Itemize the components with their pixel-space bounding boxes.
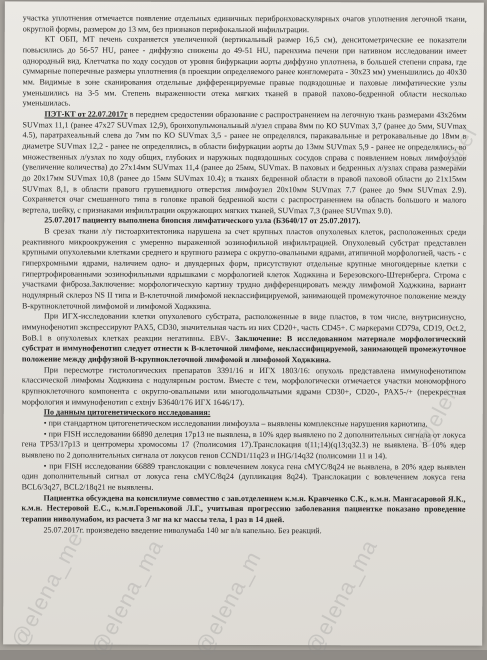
cytogenetics-heading: По данным цитогенетического исследования: [43, 407, 211, 418]
watermark-text: @elena_m [190, 546, 266, 660]
paragraph-pet-ct [22, 109, 466, 217]
ihc-conclusion: Заключение: В исследованном материале морфологический субстрат и иммунофенотип следует отнести к В-клеточной лимфоме, неклассифицируемой, занимающей промежуточное положение между диффузной В-крупноклеточной лимфомой и лимфомой Ходжкина. [21, 333, 466, 365]
pet-ct-heading: ПЭТ-КТ от 22.07.2017г [44, 109, 128, 119]
paragraph-biopsy-description: В срезах ткани л/у гистоархитектоника нарушена за счет крупных пластов опухолевых клеток, расположенных среди реактивного микроокружения с умеренно выраженной эозинофильной инфильтрацией. Опухолевый субстрат представлен крупными опухолевыми клетками среднего и крупного размера с округло-овальными ядрами, атипичной морфологией, часть - с гиперхромными ядрами, наличием одно- и двуядерных форм, присутствуют отдельные крупные многоядерные клетки с гипертрофированными эозинофильными ядрышками с морфологией клеток Ходжкина и Березовского-Штернберга. Строма с участками фиброза.Заключение: морфологическую картину трудно дифференцировать между лимфомой Ходжкина, вариант нодулярный склероз NS II типа и В-клеточной лимфомой неклассифицируемой, занимающей промежуточное положение между В-крупноклеточной лимфомой и лимфомой Ходжкина. [22, 226, 467, 311]
paragraph-council: Пациентка обсуждена на консилиуме совместно с зав.отделением к.м.н. Кравченко С.К., к.м.н. Мангасаровой Я.К., к.м.н. Нестеровой Е.С., к.м.н.Гореньковой Л.Г., учитывая прогрессию заболевания пациентке показано проведение терапии ниволумабом, из расчета 3 мг на кг массы тела, 1 раз в 14 дней. [21, 493, 466, 524]
bullet-icon: • [43, 418, 49, 428]
cytogenetics-item-fish-66889: • при FISH исследовании 66889 транслокации с вовлечением локуса гена cMYC/8q24 не выявлена, в 20% ядер выявлен один дополнительный сигнал от локуса гена cMYC/8q24 (дупликация 8q24). Транслокации с вовлечением локуса гена BCL6/3q27, BCL2/18q21 не выявлены. [21, 461, 466, 492]
cytogenetics-item-fish-66890: • при FISH исследовании 66890 делеция 17p13 не выявлена, в 10% ядер выявлено по 2 дополнительных сигнала от локуса гена TP53/17p13 и центромеры хромосомы 17 (?полисомия 17).Транслокация t(11;14)(q13;q32.3) не выявлена. В 10% ядер выявлено по 2 дополнительных сигнала от локусов генов CCND1/11q23 и IHG/14q32 (полисомии 11 и 14). [21, 429, 466, 461]
watermark-text: @elena_ma [300, 535, 383, 660]
watermark-text: @el [440, 122, 483, 172]
bullet-icon: • [43, 429, 49, 439]
bullet-icon: • [43, 461, 50, 471]
watermark-text: @elena_me [6, 527, 89, 652]
document-page [3, 1, 484, 645]
paragraph-ihc [22, 312, 466, 366]
watermark-text: @elena_ma [86, 535, 169, 660]
pet-ct-text: в переднем средостении образование с распространением на легочную ткань размерами 43х26мм SUVmax 11,1 (ранее 47х27 SUVmax 12,9), бронхопульмональный л/узел справа 8мм по КО SUVmax 3,7 (ранее до 5мм, SUVmax 4.5), паратрахеальный слева до 7мм по КО SUVmax 3,5 - ранее не определялся, паракавальные и ретрокавальные до 18мм в диаметре SUVmax 12,2 - ранее не определялись, в области бифуркации аорты до 13мм SUVmax 5,9 - ранее не определялись, во множественных л/узлах по ходу общих, глубоких и наружных подвздошных сосудов справа с появлением новых лимфоузлов (увеличение количества) до 27х14мм SUVmax 11,4 (ранее до 25мм, SUVmax. В паховых и бедренных л/узлах справа размерами до 20х17мм SUVmax 10,8 (ранее до 15мм SUVmax 10.4); в тканях бедренной области в правой паховой области до 21х15мм SUVmax 8,1, в области правого грушевидного отверстия лимфоузел 20х10мм SUVmax 7.7 (ранее до 9мм SUVmax 2.9). Сохраняется очаг смешанного типа в головке правой бедренной кости с распространением на область большого и малого вертела, шейку, с признаками инфильтрации окружающих мягких тканей, SUVmax 7,3 (ранее SUVmax 9.0). [22, 109, 467, 216]
document-body [21, 13, 466, 536]
paragraph-review: При пересмотре гистологических препаратов 3391/16 и ИГХ 1803/16: опухоль представлена иммунофенотипом классической лимфомы Ходжкина с нодулярным ростом. Вместе с тем, морфологически отмечается участки мономорфного крупноклеточного компонента с округло-овальными или многодольчатыми ядрами CD30+, CD20-, PAX5-/+ (перекрестная морфология и иммунофенотип с extнjv Б3640/176 ИГХ 1646/17). [21, 365, 466, 407]
paragraph-lung-findings: участка уплотнения отмечается появление отдельных единичных перибронховаскулярных очагов уплотнения легочной ткани, округлой формы, размером до 13 мм, без признаков перифокальной инфильтрации. [22, 13, 467, 34]
paragraph-nivolumab: 25.07.2017г. произведено введение ниволумаба 140 мг в/в капельно. Без реакций. [43, 524, 322, 535]
cytogenetics-item-karyotype: • при стандартном цитогенетическом исследовании лимфоузла – выявлены комплексные нарушения кариотипа. [43, 418, 428, 429]
paragraph-biopsy-heading: 25.07.2017 пациенту выполнена биопсия лимфатического узла (Б3640/17 от 25.07.2017). [44, 215, 361, 226]
watermark-text: @eler [410, 383, 463, 452]
paragraph-ct-abdomen: КТ ОБП, МТ печень сохраняется увеличенной (вертикальный размер 16,5 см), денситометрические ее показатели повысились до 56-57 HU, ранее - диффузно снижены до 49-51 HU, паренхима печени при нативном исследовании имеет однородный вид. Клетчатка по ходу сосудов от уровня бифуркации аорты диффузно уплотнена, в большей степени справа, где суммарные поперечные размеры уплотнения (в проекции определяемого ранее конгломерата - 30х23 мм) уменьшились до 40х30 мм. Видимые в зоне сканирования отдельные дифференцируемые правые подвздошные и паховые лимфатические узлы уменьшились на 3-5 мм. Степень выраженности отека мягких тканей в правой пахово-бедренной области несколько уменьшилась. [22, 34, 467, 108]
ihc-text: При ИГХ-исследовании клетки опухолевого субстрата, расположенные в виде пластов, в том числе, внутрисинусно, иммунофенотип экспрессируют PAX5, CD30, значительная часть из них CD20+, часть CD45+. С маркерами CD79a, CD19, Oct.2, BoB.1 в опухолевых клетках реакции негативны. EBV-. [21, 311, 467, 343]
